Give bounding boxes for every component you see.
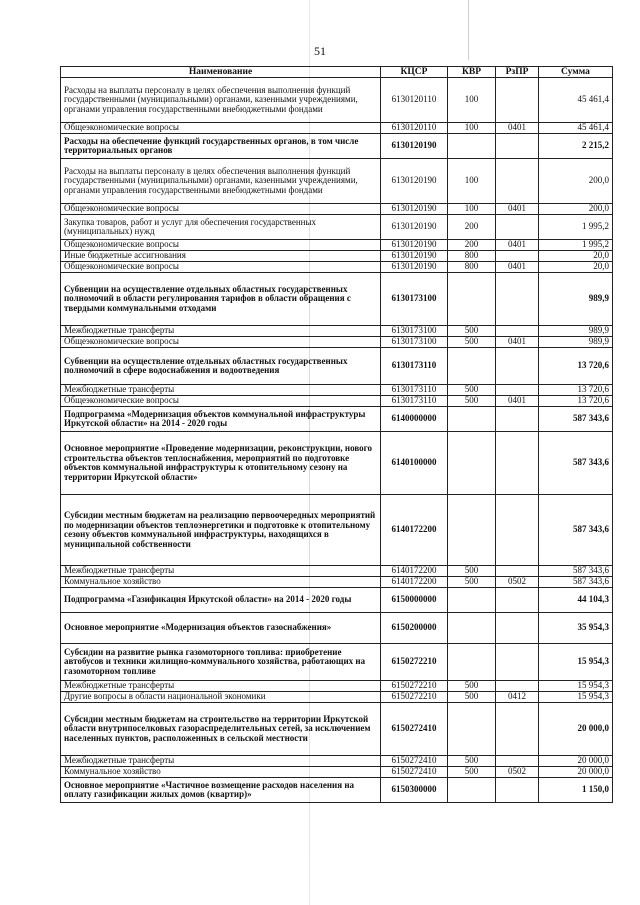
cell-sum: 2 215,2 xyxy=(539,134,613,159)
cell-name: Общеэкономические вопросы xyxy=(61,262,381,273)
table-row xyxy=(61,326,613,337)
cell-rzpr xyxy=(496,432,539,495)
cell-sum: 1 995,2 xyxy=(539,240,613,251)
cell-sum: 20,0 xyxy=(539,262,613,273)
cell-kvr xyxy=(448,588,496,613)
cell-kvr: 100 xyxy=(448,78,496,123)
budget-table xyxy=(60,66,613,803)
cell-sum: 15 954,3 xyxy=(539,644,613,681)
table-row xyxy=(61,262,613,273)
cell-kcsr: 6130173110 xyxy=(381,348,448,385)
cell-kvr xyxy=(448,644,496,681)
cell-kcsr: 6130120190 xyxy=(381,215,448,240)
cell-name: Субвенции на осуществление отдельных областных государственных полномочий в области регулирования тарифов в области обращения с твердыми коммунальными отходами xyxy=(61,273,381,326)
cell-sum: 587 343,6 xyxy=(539,495,613,566)
cell-kcsr: 6130173100 xyxy=(381,326,448,337)
cell-kvr: 500 xyxy=(448,756,496,767)
cell-name: Общеэкономические вопросы xyxy=(61,396,381,407)
cell-rzpr: 0502 xyxy=(496,767,539,778)
cell-kcsr: 6140000000 xyxy=(381,407,448,432)
cell-rzpr: 0401 xyxy=(496,240,539,251)
cell-kcsr: 6130120110 xyxy=(381,123,448,134)
cell-kcsr: 6150272410 xyxy=(381,703,448,756)
header-kvr: КВР xyxy=(448,67,496,78)
cell-rzpr xyxy=(496,566,539,577)
cell-kcsr: 6130120190 xyxy=(381,134,448,159)
cell-kvr: 200 xyxy=(448,240,496,251)
cell-name: Иные бюджетные ассигнования xyxy=(61,251,381,262)
cell-kcsr: 6150272210 xyxy=(381,644,448,681)
cell-rzpr xyxy=(496,215,539,240)
cell-rzpr xyxy=(496,681,539,692)
cell-sum: 587 343,6 xyxy=(539,577,613,588)
table-row xyxy=(61,756,613,767)
cell-kvr: 500 xyxy=(448,767,496,778)
cell-kcsr: 6130120110 xyxy=(381,78,448,123)
cell-rzpr xyxy=(496,348,539,385)
cell-kvr: 500 xyxy=(448,337,496,348)
cell-rzpr xyxy=(496,778,539,803)
table-row xyxy=(61,123,613,134)
cell-kcsr: 6130173100 xyxy=(381,273,448,326)
table-row xyxy=(61,681,613,692)
cell-rzpr xyxy=(496,78,539,123)
cell-kvr xyxy=(448,273,496,326)
header-kcsr: КЦСР xyxy=(381,67,448,78)
cell-kcsr: 6130120190 xyxy=(381,262,448,273)
cell-rzpr xyxy=(496,703,539,756)
cell-kvr: 800 xyxy=(448,262,496,273)
cell-sum: 20 000,0 xyxy=(539,756,613,767)
cell-kvr: 500 xyxy=(448,577,496,588)
cell-name: Субсидии местным бюджетам на строительство на территории Иркутской области внутрипоселковых газораспределительных сетей, за исключением населенных пунктов, расположенных в сельской местности xyxy=(61,703,381,756)
table-row xyxy=(61,566,613,577)
cell-sum: 1 150,0 xyxy=(539,778,613,803)
cell-rzpr: 0401 xyxy=(496,262,539,273)
cell-rzpr: 0401 xyxy=(496,337,539,348)
cell-name: Коммунальное хозяйство xyxy=(61,577,381,588)
cell-name: Общеэкономические вопросы xyxy=(61,123,381,134)
table-row xyxy=(61,204,613,215)
cell-name: Межбюджетные трансферты xyxy=(61,566,381,577)
table-row xyxy=(61,385,613,396)
cell-kcsr: 6130173100 xyxy=(381,337,448,348)
cell-name: Расходы на обеспечение функций государственных органов, в том числе территориальных органов xyxy=(61,134,381,159)
table-row xyxy=(61,134,613,159)
cell-kvr xyxy=(448,703,496,756)
cell-sum: 13 720,6 xyxy=(539,396,613,407)
cell-sum: 45 461,4 xyxy=(539,78,613,123)
table-row xyxy=(61,692,613,703)
cell-sum: 13 720,6 xyxy=(539,385,613,396)
cell-kcsr: 6150272210 xyxy=(381,692,448,703)
cell-name: Расходы на выплаты персоналу в целях обеспечения выполнения функций государственными (муниципальными) органами, казенными учреждениями, органами управления государственными внебюджетными фондами xyxy=(61,78,381,123)
cell-name: Расходы на выплаты персоналу в целях обеспечения выполнения функций государственными (муниципальными) органами, казенными учреждениями, органами управления государственными внебюджетными фондами xyxy=(61,159,381,204)
cell-kvr xyxy=(448,778,496,803)
table-row xyxy=(61,778,613,803)
cell-kvr: 500 xyxy=(448,385,496,396)
table-row xyxy=(61,495,613,566)
table-row xyxy=(61,273,613,326)
cell-name: Общеэкономические вопросы xyxy=(61,204,381,215)
cell-kcsr: 6130173110 xyxy=(381,385,448,396)
cell-sum: 989,9 xyxy=(539,273,613,326)
cell-kvr xyxy=(448,432,496,495)
table-row xyxy=(61,78,613,123)
cell-name: Субсидии на развитие рынка газомоторного топлива: приобретение автобусов и техники жилищно-коммунального хозяйства, работающих на газомоторном топливе xyxy=(61,644,381,681)
cell-name: Закупка товаров, работ и услуг для обеспечения государственных (муниципальных) нужд xyxy=(61,215,381,240)
cell-name: Другие вопросы в области национальной экономики xyxy=(61,692,381,703)
cell-kcsr: 6130120190 xyxy=(381,159,448,204)
cell-sum: 20 000,0 xyxy=(539,703,613,756)
cell-sum: 989,9 xyxy=(539,326,613,337)
table-row xyxy=(61,577,613,588)
cell-sum: 587 343,6 xyxy=(539,566,613,577)
cell-name: Основное мероприятие «Частичное возмещение расходов населения на оплату газификации жилых домов (квартир)» xyxy=(61,778,381,803)
cell-kcsr: 6130120190 xyxy=(381,240,448,251)
cell-kvr: 500 xyxy=(448,326,496,337)
cell-rzpr xyxy=(496,644,539,681)
cell-sum: 35 954,3 xyxy=(539,613,613,644)
table-row xyxy=(61,215,613,240)
table-row xyxy=(61,240,613,251)
cell-kvr: 100 xyxy=(448,204,496,215)
cell-name: Подпрограмма «Газификация Иркутской области» на 2014 - 2020 годы xyxy=(61,588,381,613)
cell-kvr: 500 xyxy=(448,692,496,703)
cell-sum: 44 104,3 xyxy=(539,588,613,613)
cell-sum: 587 343,6 xyxy=(539,407,613,432)
cell-kvr xyxy=(448,407,496,432)
cell-kcsr: 6140100000 xyxy=(381,432,448,495)
table-row xyxy=(61,407,613,432)
cell-kcsr: 6130120190 xyxy=(381,251,448,262)
cell-sum: 20,0 xyxy=(539,251,613,262)
cell-name: Межбюджетные трансферты xyxy=(61,681,381,692)
table-row xyxy=(61,588,613,613)
cell-kcsr: 6150200000 xyxy=(381,613,448,644)
cell-kcsr: 6130120190 xyxy=(381,204,448,215)
cell-kvr xyxy=(448,495,496,566)
cell-rzpr xyxy=(496,495,539,566)
cell-name: Межбюджетные трансферты xyxy=(61,756,381,767)
cell-rzpr xyxy=(496,134,539,159)
table-row xyxy=(61,337,613,348)
cell-kvr: 800 xyxy=(448,251,496,262)
header-sum: Сумма xyxy=(539,67,613,78)
cell-sum: 1 995,2 xyxy=(539,215,613,240)
cell-name: Основное мероприятие «Модернизация объектов газоснабжения» xyxy=(61,613,381,644)
cell-kcsr: 6150300000 xyxy=(381,778,448,803)
cell-rzpr: 0401 xyxy=(496,396,539,407)
cell-rzpr: 0502 xyxy=(496,577,539,588)
cell-kvr xyxy=(448,134,496,159)
cell-name: Основное мероприятие «Проведение модернизации, реконструкции, нового строительства объектов теплоснабжения, мероприятий по подготовке объектов коммунальной инфраструктуры к отопительному сезону на территории Иркутской области» xyxy=(61,432,381,495)
table-row xyxy=(61,613,613,644)
cell-kvr: 100 xyxy=(448,123,496,134)
table-row xyxy=(61,159,613,204)
cell-sum: 20 000,0 xyxy=(539,767,613,778)
cell-rzpr xyxy=(496,588,539,613)
cell-name: Общеэкономические вопросы xyxy=(61,337,381,348)
cell-kcsr: 6130173110 xyxy=(381,396,448,407)
table-row xyxy=(61,644,613,681)
cell-kvr: 500 xyxy=(448,566,496,577)
cell-rzpr xyxy=(496,407,539,432)
cell-name: Подпрограмма «Модернизация объектов коммунальной инфраструктуры Иркутской области» на 2014 - 2020 годы xyxy=(61,407,381,432)
cell-name: Субсидии местным бюджетам на реализацию первоочередных мероприятий по модернизации объектов теплоэнергетики и подготовке к отопительному сезону объектов коммунальной инфраструктуры, находящихся в муниципальной собственности xyxy=(61,495,381,566)
table-row xyxy=(61,432,613,495)
cell-rzpr xyxy=(496,251,539,262)
cell-kcsr: 6150272210 xyxy=(381,681,448,692)
cell-rzpr xyxy=(496,385,539,396)
table-row xyxy=(61,396,613,407)
cell-sum: 15 954,3 xyxy=(539,692,613,703)
cell-kvr: 500 xyxy=(448,396,496,407)
header-rzpr: РзПР xyxy=(496,67,539,78)
header-name: Наименование xyxy=(61,67,381,78)
cell-rzpr xyxy=(496,326,539,337)
cell-name: Коммунальное хозяйство xyxy=(61,767,381,778)
cell-rzpr xyxy=(496,756,539,767)
cell-kcsr: 6140172200 xyxy=(381,495,448,566)
cell-rzpr xyxy=(496,613,539,644)
cell-kcsr: 6150000000 xyxy=(381,588,448,613)
cell-kcsr: 6150272410 xyxy=(381,756,448,767)
cell-name: Субвенции на осуществление отдельных областных государственных полномочий в сфере водоснабжения и водоотведения xyxy=(61,348,381,385)
cell-kvr: 100 xyxy=(448,159,496,204)
cell-sum: 200,0 xyxy=(539,204,613,215)
cell-name: Межбюджетные трансферты xyxy=(61,385,381,396)
cell-sum: 13 720,6 xyxy=(539,348,613,385)
cell-kcsr: 6150272410 xyxy=(381,767,448,778)
cell-name: Общеэкономические вопросы xyxy=(61,240,381,251)
cell-rzpr xyxy=(496,273,539,326)
cell-sum: 15 954,3 xyxy=(539,681,613,692)
page-number: 51 xyxy=(314,44,326,58)
cell-sum: 989,9 xyxy=(539,337,613,348)
cell-kvr: 200 xyxy=(448,215,496,240)
cell-rzpr: 0401 xyxy=(496,123,539,134)
table-row xyxy=(61,251,613,262)
cell-sum: 45 461,4 xyxy=(539,123,613,134)
cell-kcsr: 6140172200 xyxy=(381,577,448,588)
cell-kvr xyxy=(448,613,496,644)
cell-kvr xyxy=(448,348,496,385)
cell-kcsr: 6140172200 xyxy=(381,566,448,577)
table-body xyxy=(61,78,613,803)
table-row xyxy=(61,348,613,385)
cell-rzpr xyxy=(496,159,539,204)
cell-name: Межбюджетные трансферты xyxy=(61,326,381,337)
table-row xyxy=(61,767,613,778)
table-row xyxy=(61,703,613,756)
cell-sum: 587 343,6 xyxy=(539,432,613,495)
cell-sum: 200,0 xyxy=(539,159,613,204)
table-header-row xyxy=(61,67,613,78)
cell-kvr: 500 xyxy=(448,681,496,692)
cell-rzpr: 0412 xyxy=(496,692,539,703)
cell-rzpr: 0401 xyxy=(496,204,539,215)
